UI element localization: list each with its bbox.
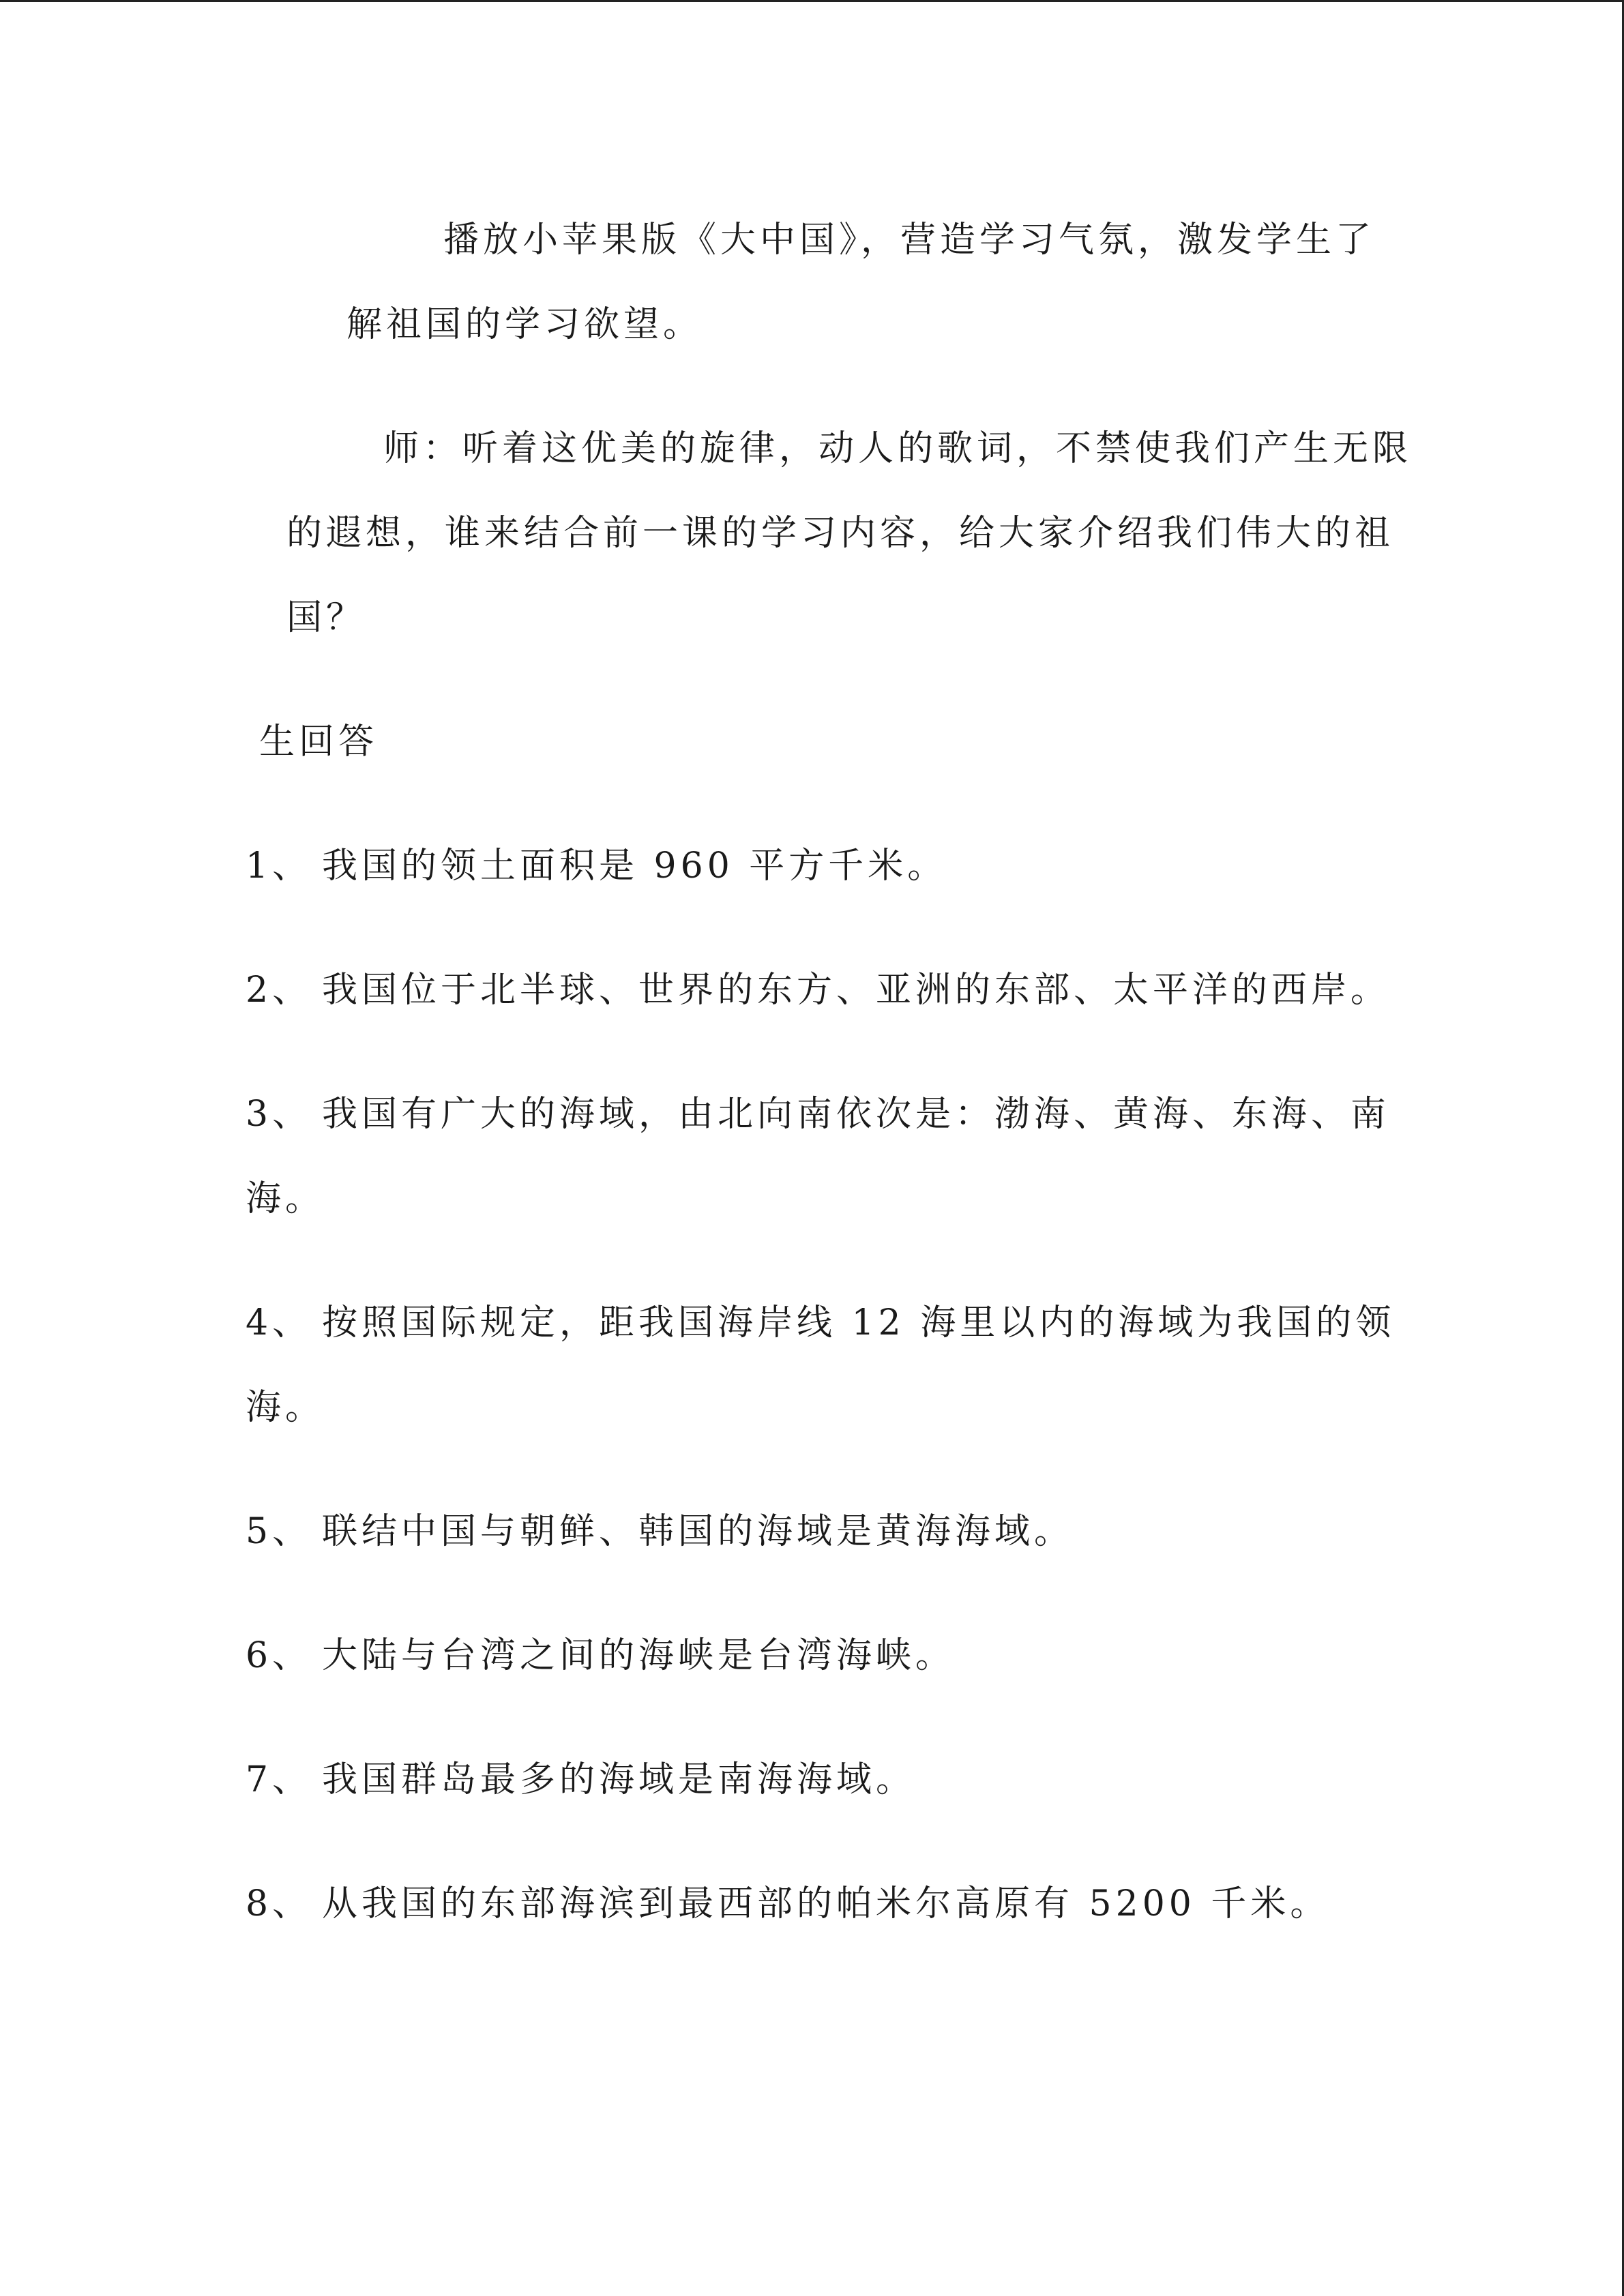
list-item-number: 6、 — [246, 1635, 312, 1676]
list-item-text: 我国群岛最多的海域是南海海域。 — [322, 1759, 916, 1800]
list-item — [246, 1759, 915, 1800]
list-item-continuation: 海。 — [246, 1387, 325, 1428]
list-item-number: 2、 — [246, 970, 312, 1011]
list-item-continuation: 海。 — [246, 1178, 325, 1219]
teacher-line-3: 国？ — [286, 597, 366, 638]
list-item-number: 4、 — [246, 1302, 312, 1343]
teacher-line-1: 师：听着这优美的旋律，动人的歌词，不禁使我们产生无限 — [383, 428, 1413, 469]
list-item-number: 5、 — [246, 1511, 312, 1552]
list-item-text: 我国位于北半球、世界的东方、亚洲的东部、太平洋的西岸。 — [322, 970, 1391, 1011]
list-item-text: 大陆与台湾之间的海峡是台湾海峡。 — [322, 1635, 956, 1676]
list-item-number: 8、 — [246, 1883, 312, 1924]
list-item — [246, 1511, 1074, 1552]
list-item — [246, 846, 947, 886]
student-answer-label: 生回答 — [259, 721, 379, 762]
list-item-text: 我国有广大的海域，由北向南依次是：渤海、黄海、东海、南 — [322, 1094, 1391, 1135]
list-item-number: 1、 — [246, 846, 312, 886]
list-item-text: 我国的领土面积是 960 平方千米。 — [322, 846, 947, 886]
intro-line-2: 解祖国的学习欲望。 — [346, 304, 703, 345]
list-item-number: 3、 — [246, 1094, 312, 1135]
page-top-border — [0, 0, 1624, 2]
list-item — [246, 1302, 1395, 1343]
list-item-text: 从我国的东部海滨到最西部的帕米尔高原有 5200 千米。 — [322, 1883, 1330, 1924]
intro-line-1: 播放小苹果版《大中国》，营造学习气氛，激发学生了 — [443, 220, 1376, 260]
list-item — [246, 970, 1390, 1011]
list-item — [246, 1883, 1329, 1924]
list-item-number: 7、 — [246, 1759, 312, 1800]
list-item-text: 联结中国与朝鲜、韩国的海域是黄海海域。 — [322, 1511, 1074, 1552]
teacher-line-2: 的遐想，谁来结合前一课的学习内容，给大家介绍我们伟大的祖 — [286, 513, 1395, 554]
list-item-text: 按照国际规定，距我国海岸线 12 海里以内的海域为我国的领 — [322, 1302, 1396, 1343]
list-item — [246, 1094, 1390, 1135]
list-item — [246, 1635, 955, 1676]
